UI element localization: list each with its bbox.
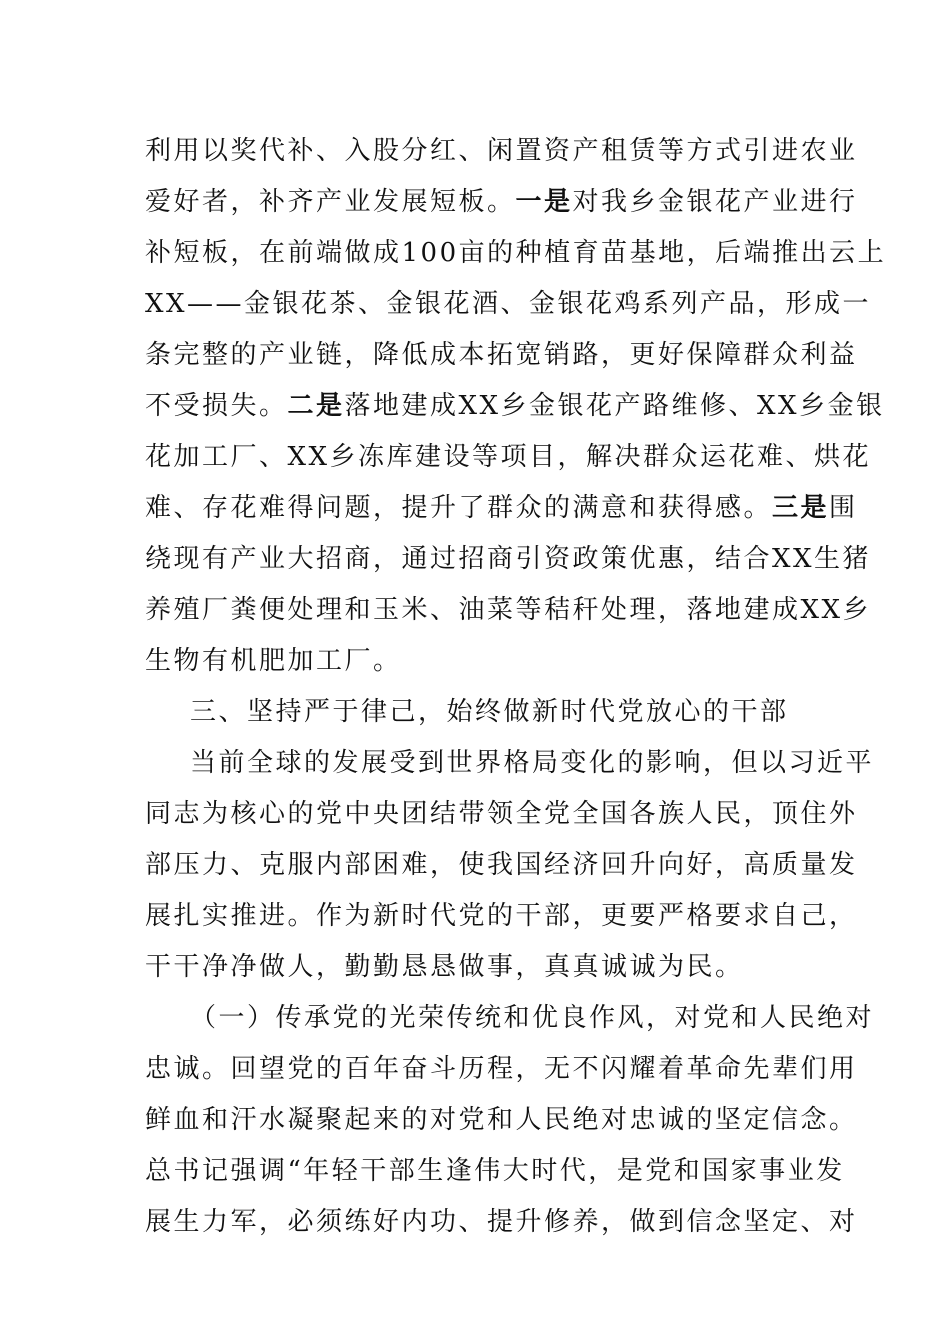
line-text: XX——金银花茶、金银花酒、金银花鸡系列产品，形成一 <box>145 289 872 319</box>
section-heading <box>190 692 789 732</box>
line-text: 当前全球的发展受到世界格局变化的影响，但以习近平 <box>190 748 875 778</box>
third-point-label: 三是 <box>772 493 830 523</box>
line-text: 花加工厂、XX乡冻库建设等项目，解决群众运花难、烘花 <box>145 442 872 472</box>
second-point-label: 二是 <box>287 391 345 421</box>
line-text: 同志为核心的党中央团结带领全党全国各族人民，顶住外 <box>145 799 858 829</box>
paragraph-line <box>145 794 858 834</box>
line-text: 总书记强调“年轻干部生逢伟大时代，是党和国家事业发 <box>145 1156 845 1186</box>
line-text: 利用以奖代补、入股分红、闲置资产租赁等方式引进农业 <box>145 136 858 166</box>
paragraph-line <box>145 386 885 426</box>
line-text: 爱好者，补齐产业发展短板。 <box>145 187 516 217</box>
line-text: 落地建成XX乡金银花产路维修、XX乡金银 <box>344 391 885 421</box>
line-text: 生物有机肥加工厂。 <box>145 646 402 676</box>
paragraph-line <box>145 1151 845 1191</box>
line-text: 绕现有产业大招商，通过招商引资政策优惠，结合XX生猪 <box>145 544 872 574</box>
paragraph-line <box>145 233 886 273</box>
line-text: 补短板，在前端做成100亩的种植育苗基地，后端推出云上 <box>145 238 887 268</box>
paragraph-line <box>145 1100 858 1140</box>
line-text: 不受损失。 <box>145 391 288 421</box>
paragraph-line <box>145 641 402 681</box>
line-text: 围 <box>829 493 858 523</box>
paragraph-line <box>145 488 858 528</box>
line-text: 干干净净做人，勤勤恳恳做事，真真诚诚为民。 <box>145 952 744 982</box>
line-text: 鲜血和汗水凝聚起来的对党和人民绝对忠诚的坚定信念。 <box>145 1105 858 1135</box>
paragraph-line <box>145 182 858 222</box>
line-text: 条完整的产业链，降低成本拓宽销路，更好保障群众利益 <box>145 340 858 370</box>
line-text: （一）传承党的光荣传统和优良作风，对党和人民绝对 <box>190 1003 875 1033</box>
line-text: 养殖厂粪便处理和玉米、油菜等秸秆处理，落地建成XX乡 <box>145 595 872 625</box>
line-text: 忠诚。回望党的百年奋斗历程，无不闪耀着革命先辈们用 <box>145 1054 858 1084</box>
paragraph-line <box>145 539 871 579</box>
line-text: 部压力、克服内部困难，使我国经济回升向好，高质量发 <box>145 850 858 880</box>
line-text: 展生力军，必须练好内功、提升修养，做到信念坚定、对 <box>145 1207 858 1237</box>
line-text: 难、存花难得问题，提升了群众的满意和获得感。 <box>145 493 773 523</box>
paragraph-line <box>190 743 874 783</box>
paragraph-line <box>145 845 858 885</box>
paragraph-line <box>145 947 744 987</box>
heading-text: 三、坚持严于律己，始终做新时代党放心的干部 <box>190 697 789 727</box>
line-text: 展扎实推进。作为新时代党的干部，更要严格要求自己， <box>145 901 858 931</box>
paragraph-line <box>145 1202 858 1242</box>
paragraph-line <box>145 284 871 324</box>
paragraph-line <box>145 590 871 630</box>
subheading-line <box>190 998 874 1038</box>
paragraph-line <box>145 131 858 171</box>
paragraph-line <box>145 1049 858 1089</box>
paragraph-line <box>145 335 858 375</box>
paragraph-line <box>145 437 871 477</box>
first-point-label: 一是 <box>515 187 573 217</box>
line-text: 对我乡金银花产业进行 <box>572 187 858 217</box>
paragraph-line <box>145 896 858 936</box>
